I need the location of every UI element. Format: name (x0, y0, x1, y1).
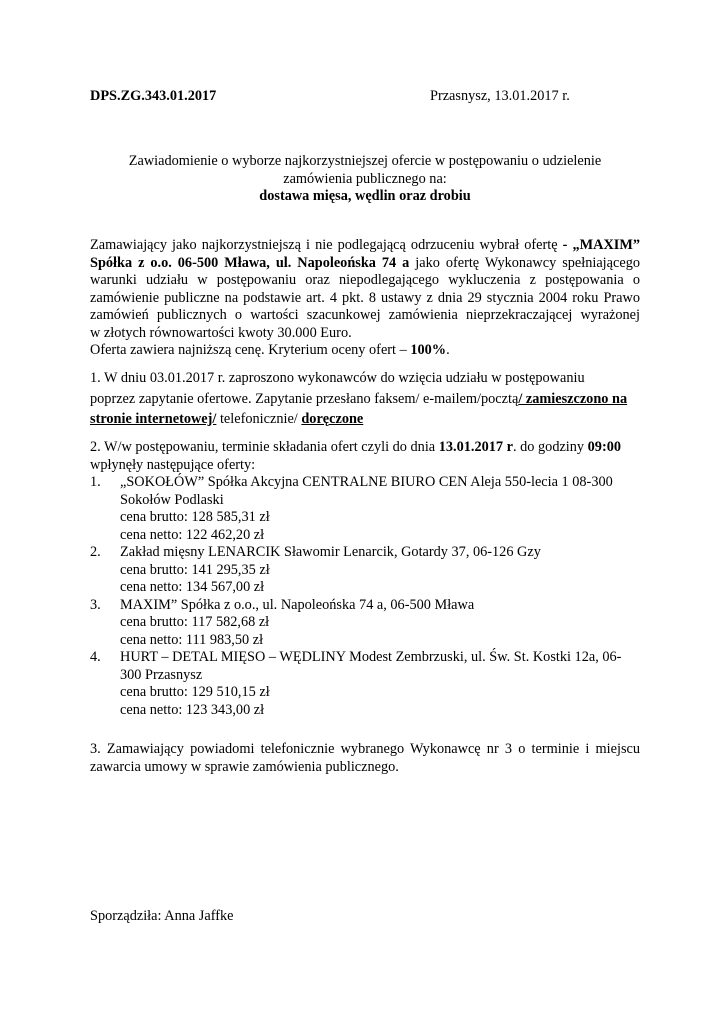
website-text: stronie internetowej/ (90, 411, 217, 427)
offer-line (90, 649, 640, 667)
offer-name: MAXIM” Spółka z o.o., ul. Napoleońska 74 a, 06-500 Mława (120, 596, 475, 613)
offer-item (90, 474, 640, 544)
section-1-line-3 (90, 411, 640, 429)
offer-item (90, 649, 640, 719)
criterion-line (90, 342, 640, 360)
intro-line-3: warunki udziału w postępowaniu oraz niepodlegającego wykluczenia z postępowania o (90, 272, 640, 288)
winner-name: - „MAXIM” (557, 237, 640, 253)
prepared-by: Sporządziła: Anna Jaffke (90, 908, 234, 924)
winner-address: Spółka z o.o. 06-500 Mława, ul. Napoleońska 74 a (90, 254, 410, 271)
offer-number: 2. (90, 544, 101, 560)
offer-number: 3. (90, 596, 101, 613)
section-2-text: 2. W/w postępowaniu, terminie składania ofert czyli do dnia (90, 439, 439, 455)
deadline-time: 09:00 (587, 439, 622, 455)
section-3 (90, 741, 640, 776)
published-online-text: / zamieszczono na (518, 390, 628, 407)
intro-line-4: zamówienie publiczne na podstawie art. 4 pkt. 8 ustawy z dnia 29 stycznia 2004 roku Prawo (90, 289, 640, 306)
offer-item (90, 597, 640, 650)
criterion-text: Oferta zawiera najniższą cenę. Kryterium oceny ofert – (90, 342, 411, 358)
section-2-line-2: wpłynęły następujące oferty: (90, 456, 256, 473)
header (90, 88, 640, 106)
section-1 (90, 370, 640, 429)
offer-name: HURT – DETAL MIĘSO – WĘDLINY Modest Zembrzuski, ul. Św. St. Kostki 12a, 06- (120, 649, 622, 665)
offer-gross-price: cena brutto: 141 295,35 zł (120, 561, 270, 578)
deadline-date: 13.01.2017 r (438, 439, 513, 455)
offer-name-cont: Sokołów Podlaski (120, 491, 224, 508)
criterion-end: . (446, 342, 450, 358)
offer-name: Zakład mięsny LENARCIK Sławomir Lenarcik, Gotardy 37, 06-126 Gzy (120, 544, 541, 560)
intro-text: Zamawiający jako najkorzystniejszą i nie podlegającą odrzuceniu wybrał ofertę (90, 237, 558, 253)
section-1-line-1: 1. W dniu 03.01.2017 r. zaproszono wykonawców do wzięcia udziału w postępowaniu (90, 370, 585, 386)
offer-number: 1. (90, 474, 101, 490)
intro-line-2 (90, 255, 640, 273)
document-reference: DPS.ZG.343.01.2017 (90, 88, 217, 104)
offer-name-cont: 300 Przasnysz (120, 666, 203, 683)
phone-text: telefonicznie/ (216, 411, 302, 427)
criterion-weight: 100% (410, 342, 447, 358)
title-line-2: zamówienia publicznego na: (283, 170, 447, 187)
section-2 (90, 439, 640, 474)
intro-line-6: w złotych równowartości kwoty 30.000 Euro. (90, 324, 352, 341)
offer-gross-price: cena brutto: 128 585,31 zł (120, 509, 270, 525)
place-date: Przasnysz, 13.01.2017 r. (430, 88, 570, 104)
section-1-line-2 (90, 391, 640, 409)
notice-title (90, 153, 640, 206)
intro-paragraph (90, 237, 640, 360)
offer-line (90, 597, 640, 615)
offer-gross-price: cena brutto: 117 582,68 zł (120, 614, 270, 630)
section-1-text: poprzez zapytanie ofertowe. Zapytanie przesłano faksem/ e-mailem/pocztą (90, 390, 519, 407)
title-line-1: Zawiadomienie o wyborze najkorzystniejszej ofercie w postępowaniu o udzielenie (128, 153, 602, 169)
section-3-line-2: zawarcia umowy w sprawie zamówienia publicznego. (90, 758, 399, 775)
offer-name: „SOKOŁÓW” Spółka Akcyjna CENTRALNE BIURO CEN Aleja 550-lecia 1 08-300 (120, 474, 613, 490)
section-2-line-1 (90, 439, 640, 457)
offer-net-price: cena netto: 123 343,00 zł (120, 701, 265, 718)
offer-line (90, 474, 640, 492)
section-3-line-1: 3. Zamawiający powiadomi telefonicznie wybranego Wykonawcę nr 3 o terminie i miejscu (90, 741, 640, 757)
offer-net-price: cena netto: 111 983,50 zł (120, 631, 264, 648)
offer-gross-price: cena brutto: 129 510,15 zł (120, 684, 270, 700)
section-2-text: . do godziny (513, 439, 588, 455)
offer-item (90, 544, 640, 597)
order-subject: dostawa mięsa, wędlin oraz drobiu (259, 188, 471, 204)
offer-number: 4. (90, 649, 101, 665)
offer-net-price: cena netto: 122 462,20 zł (120, 526, 265, 543)
offer-net-price: cena netto: 134 567,00 zł (120, 579, 265, 595)
offers-list (90, 474, 640, 719)
offer-line (90, 544, 640, 562)
delivered-text: doręczone (301, 411, 364, 427)
intro-line-1 (90, 237, 640, 255)
intro-text: jako ofertę Wykonawcy spełniającego (409, 254, 640, 271)
intro-line-5: zamówień publicznych o wartości szacunkowej zamówienia nieprzekraczającej wyrażonej (90, 307, 640, 323)
